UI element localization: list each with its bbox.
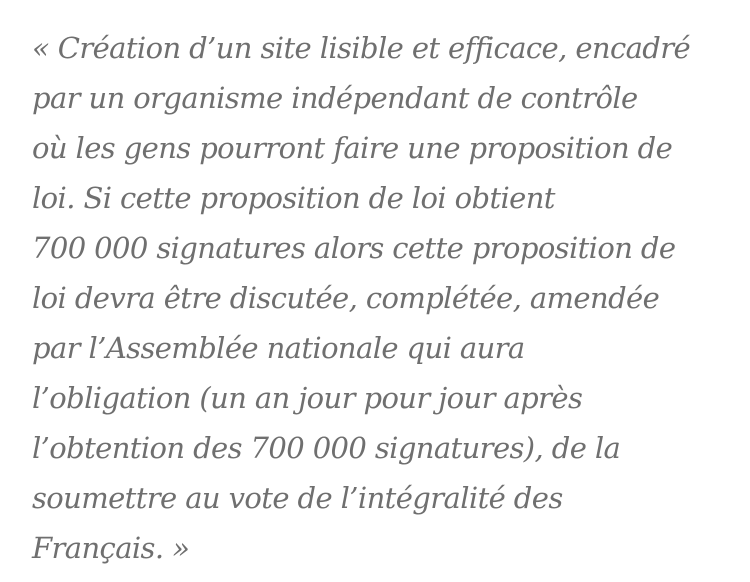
quote-line-1: « Création d’un site lisible et efficace, encadré bbox=[32, 31, 691, 65]
quote-line-4: loi. Si cette proposition de loi obtient bbox=[32, 181, 555, 215]
quote-line-9: l’obtention des 700 000 signatures), de la bbox=[32, 431, 621, 465]
quote-line-3: où les gens pourront faire une proposition de bbox=[32, 131, 673, 165]
quote-line-10: soumettre au vote de l’intégralité des bbox=[32, 481, 563, 515]
quote-line-11: Français. » bbox=[32, 531, 190, 565]
quote-line-6: loi devra être discutée, complétée, amendée bbox=[32, 281, 660, 315]
quote-line-7: par l’Assemblée nationale qui aura bbox=[32, 331, 525, 365]
quote-line-8: l’obligation (un an jour pour jour après bbox=[32, 381, 583, 415]
quote-block bbox=[32, 23, 732, 573]
quote-line-5: 700 000 signatures alors cette proposition de bbox=[32, 231, 676, 265]
quote-line-2: par un organisme indépendant de contrôle bbox=[32, 81, 638, 115]
